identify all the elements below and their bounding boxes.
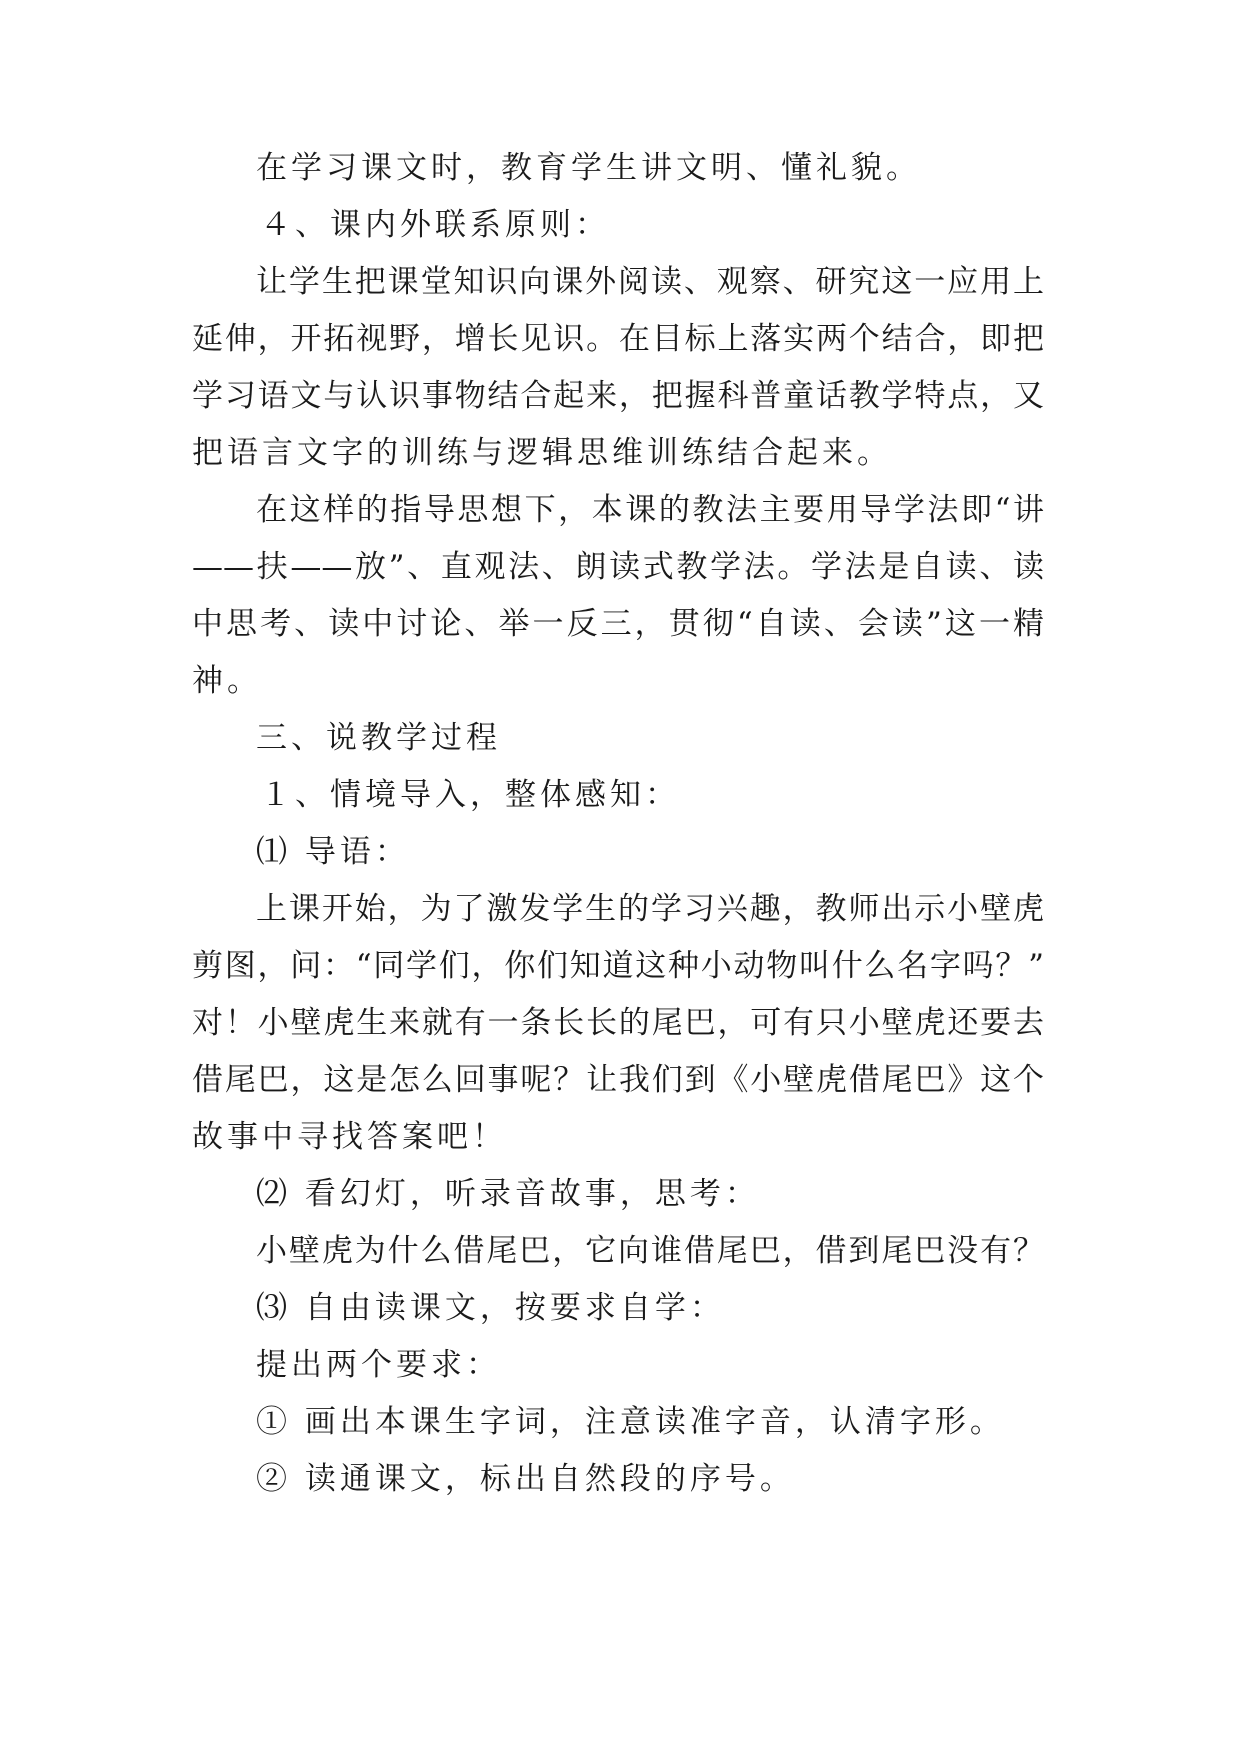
text-line: 剪图，问：“同学们，你们知道这种小动物叫什么名字吗？” — [192, 948, 1044, 984]
section-heading: 三、说教学过程 — [256, 720, 501, 756]
text-line: 把语言文字的训练与逻辑思维训练结合起来。 — [192, 435, 892, 471]
text-line: 中思考、读中讨论、举一反三，贯彻“自读、会读”这一精 — [192, 606, 1044, 642]
list-item: ⑶ 自由读课文，按要求自学： — [256, 1290, 725, 1326]
text-line: ４、课内外联系原则： — [260, 207, 610, 243]
text-line: ——扶——放”、直观法、朗读式教学法。学法是自读、读 — [192, 549, 1044, 585]
text-line: 延伸，开拓视野，增长见识。在目标上落实两个结合，即把 — [192, 321, 1044, 357]
text-line: 提出两个要求： — [256, 1347, 501, 1383]
text-line: 神。 — [192, 663, 262, 699]
text-line: 让学生把课堂知识向课外阅读、观察、研究这一应用上 — [256, 264, 1044, 300]
text-line: 在学习课文时，教育学生讲文明、懂礼貌。 — [256, 150, 921, 186]
text-line: 故事中寻找答案吧！ — [192, 1119, 507, 1155]
text-line: 学习语文与认识事物结合起来，把握科普童话教学特点，又 — [192, 378, 1044, 414]
text-line: 小壁虎为什么借尾巴，它向谁借尾巴，借到尾巴没有？ — [256, 1233, 1044, 1269]
list-item: ① 画出本课生字词，注意读准字音，认清字形。 — [256, 1404, 1005, 1440]
text-line: 上课开始，为了激发学生的学习兴趣，教师出示小壁虎 — [256, 891, 1044, 927]
subsection-heading: １、情境导入，整体感知： — [260, 777, 680, 813]
text-line: 在这样的指导思想下，本课的教法主要用导学法即“讲 — [256, 492, 1044, 528]
list-item: ⑵ 看幻灯，听录音故事，思考： — [256, 1176, 760, 1212]
list-item: ⑴ 导语： — [256, 834, 410, 870]
text-line: 对！小壁虎生来就有一条长长的尾巴，可有只小壁虎还要去 — [192, 1005, 1044, 1041]
list-item: ② 读通课文，标出自然段的序号。 — [256, 1461, 795, 1497]
text-line: 借尾巴，这是怎么回事呢？让我们到《小壁虎借尾巴》这个 — [192, 1062, 1044, 1098]
